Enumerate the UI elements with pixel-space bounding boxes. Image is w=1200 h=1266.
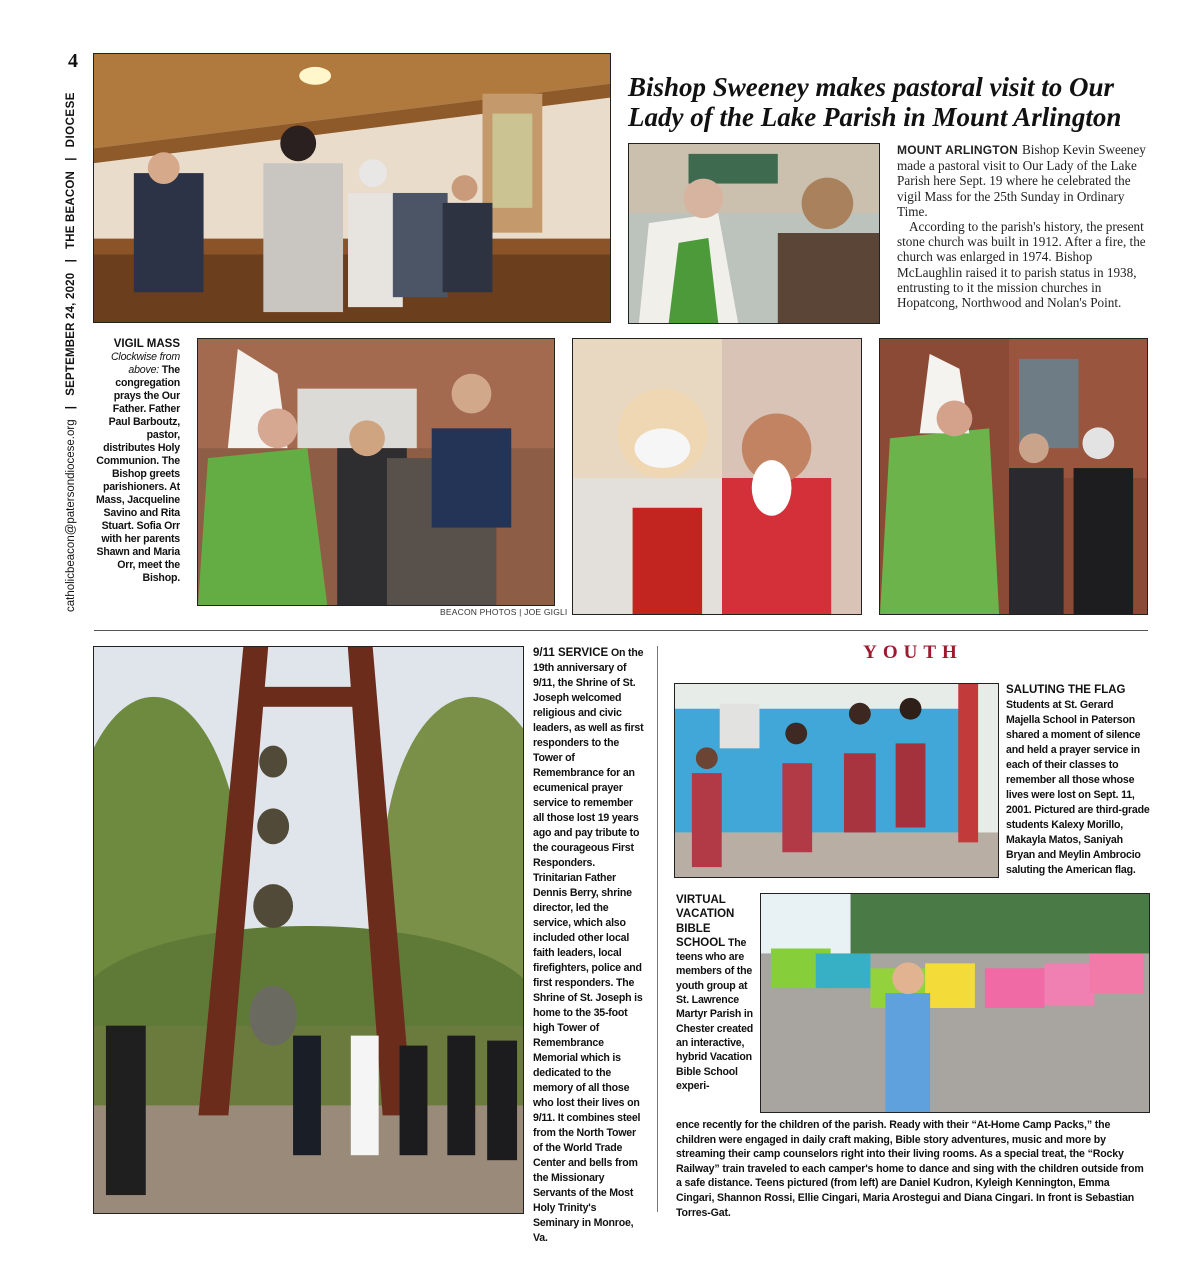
folio-separator-3: | xyxy=(65,157,77,161)
service-911-caption-head: 9/11 SERVICE xyxy=(533,647,609,659)
service-911-caption xyxy=(533,646,645,1246)
photo-saluting-the-flag xyxy=(674,683,999,878)
vigil-mass-caption-intro: Clockwise from above: xyxy=(110,351,180,376)
vacation-bible-school-caption-head: VIRTUAL VACATION BIBLE SCHOOL xyxy=(676,894,735,949)
photo-vacation-bible-school-train xyxy=(760,893,1150,1113)
folio-date: SEPTEMBER 24, 2020 xyxy=(65,272,77,396)
youth-section-label: YOUTH xyxy=(863,642,963,663)
vacation-bible-school-caption-continued: ence recently for the children of the parish. Ready with their “At-Home Camp Packs,” the children were engaged in daily craft making, Bible story adventures, music and more by streaming their camp counselors right into their living rooms. As a special treat, the “Rocky Railway” train traveled to each camper's home to dance and sing with the children outside from a safe distance. Teens pictured (from left) are Daniel Kudron, Kyleigh Kennington, Emma Cingari, Shannon Rossi, Ellie Cingari, Maria Arostegui and Diana Cingari. In front is Sebastian Torres-Gat. xyxy=(676,1119,1144,1219)
saluting-the-flag-caption xyxy=(1006,683,1150,878)
saluting-the-flag-caption-head: SALUTING THE FLAG xyxy=(1006,684,1126,696)
vigil-mass-caption xyxy=(96,338,180,585)
vertical-folio xyxy=(60,92,82,612)
photo-congregation-prays xyxy=(93,53,611,323)
folio-separator-1: | xyxy=(65,405,77,410)
photo-tower-of-remembrance xyxy=(93,646,524,1214)
vigil-mass-caption-head: VIGIL MASS xyxy=(113,338,180,350)
folio-separator-2: | xyxy=(65,259,77,263)
photo-credit: BEACON PHOTOS | JOE GIGLI xyxy=(440,607,568,617)
photo-bishop-greets-orr-family xyxy=(197,338,555,606)
folio-website: catholicbeacon@patersondiocese.org xyxy=(65,419,77,612)
photo-holy-communion xyxy=(628,143,880,324)
article-body xyxy=(897,142,1149,310)
article-headline: Bishop Sweeney makes pastoral visit to Our Lady of the Lake Parish in Mount Arlington xyxy=(628,72,1122,132)
article-paragraph-2: According to the parish's history, the present stone church was built in 1912. After a fire, the church was enlarged in 1974. Bishop McLaughlin raised it to parish status in 1938, entrusting to it the mission churches in Hopatcong, Northwood and Nolan's Point. xyxy=(897,219,1146,311)
article-paragraph-1 xyxy=(897,142,1149,219)
folio-section: DIOCESE xyxy=(65,92,77,148)
column-divider xyxy=(657,646,658,1212)
folio-publication: THE BEACON xyxy=(65,170,77,249)
vigil-mass-caption-text: The congregation prays the Our Father. Father Paul Barboutz, pastor, distributes Holy Communion. The Bishop greets parishioners. At Mass, Jacqueline Savino and Rita Stuart. Sofia Orr with her parents Shawn and Maria Orr, meet the Bishop. xyxy=(96,364,180,584)
article-dateline: MOUNT ARLINGTON xyxy=(897,143,1018,157)
page-number: 4 xyxy=(68,50,78,72)
vacation-bible-school-caption-text: The teens who are members of the youth group at St. Lawrence Martyr Parish in Chester created an interactive, hybrid Vacation Bible School experi- xyxy=(676,936,754,1092)
vacation-bible-school-caption xyxy=(676,893,758,1093)
saluting-the-flag-caption-text: Students at St. Gerard Majella School in Paterson shared a moment of silence and held a prayer service in each of their classes to remember all those whose lives were lost on Sept. 11, 2001. Pictured are third-grade students Kalexy Morillo, Makayla Matos, Saniyah Bryan and Meylin Ambrocio saluting the American flag. xyxy=(1006,699,1150,876)
service-911-caption-text: On the 19th anniversary of 9/11, the Shrine of St. Joseph welcomed religious and civic leaders, as well as first responders to the Tower of Remembrance for an ecumenical prayer service to remember all those lost 19 years ago and pay tribute to the courageous First Responders. Trinitarian Father Dennis Berry, shrine director, led the service, which also included other local faith leaders, local firefighters, police and first responders. The Shrine of St. Joseph is home to the 35-foot high Tower of Remembrance Memorial which is dedicated to the memory of all those who lost their lives on 9/11. It combines steel from the North Tower of the World Trade Center and bells from the Missionary Servants of the Most Holy Trinity's Seminary in Monroe, Va. xyxy=(533,647,644,1244)
section-divider xyxy=(94,630,1148,631)
photo-savino-and-stuart xyxy=(572,338,862,615)
photo-bishop-greets-parishioners xyxy=(879,338,1148,615)
article-paragraph-1-text: Bishop Kevin Sweeney made a pastoral visit to Our Lady of the Lake Parish here Sept. 19 where he celebrated the vigil Mass for the 25th Sunday in Ordinary Time. xyxy=(897,142,1146,219)
